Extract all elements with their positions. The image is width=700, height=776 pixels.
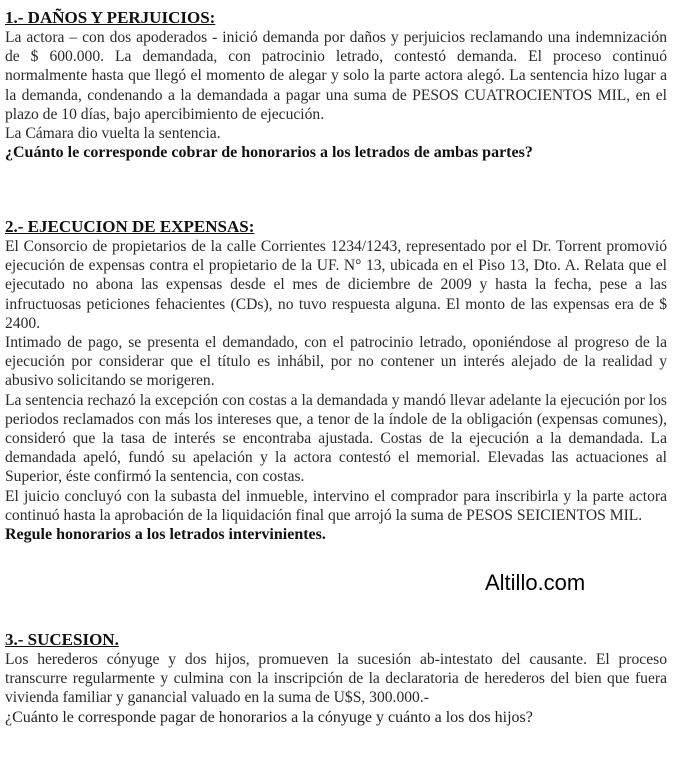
section-question: Regule honorarios a los letrados intervinientes. <box>5 526 326 544</box>
section-question: ¿Cuánto le corresponde cobrar de honorarios a los letrados de ambas partes? <box>5 144 533 162</box>
section-paragraph: Los herederos cónyuge y dos hijos, promueven la sucesión ab-intestato del causante. El proceso transcurre regularmente y culmina con la inscripción de la declaratoria de herederos del bien que fuera vivienda familiar y ganancial valuado en la suma de U$S, 300.000.- <box>5 651 667 707</box>
section-danos-y-perjuicios <box>5 8 667 163</box>
section-heading: 2.- EJECUCION DE EXPENSAS: <box>5 217 255 236</box>
section-ejecucion-de-expensas <box>5 217 667 545</box>
section-sucesion <box>5 630 667 728</box>
section-heading: 3.- SUCESION. <box>5 630 119 649</box>
section-heading: 1.- DAÑOS Y PERJUICIOS: <box>5 8 216 27</box>
section-paragraph: El juicio concluyó con la subasta del inmueble, intervino el comprador para inscribirla y la parte actora continuó hasta la aprobación de la liquidación final que arrojó la suma de PESOS SEICIENTOS MIL. <box>5 487 667 524</box>
watermark: Altillo.com <box>485 570 586 595</box>
section-paragraph: El Consorcio de propietarios de la calle Corrientes 1234/1243, representado por el Dr. Torrent promovió ejecución de expensas contra el propietario de la UF. N° 13, ubicada en el Piso 13, Dto. A. Relata que el ejecutado no abona las expensas desde el mes de diciembre de 2009 y hasta la fecha, pese a las infructuosas peticiones fehacientes (CDs), no tuvo respuesta alguna. El monto de las expensas era de $ 2400. <box>5 238 667 332</box>
section-paragraph: La Cámara dio vuelta la sentencia. <box>5 125 221 143</box>
section-paragraph: La actora – con dos apoderados - inició demanda por daños y perjuicios reclamando una indemnización de $ 600.000. La demandada, con patrocinio letrado, contestó demanda. El proceso continuó normalmente hasta que llegó el momento de alegar y solo la parte actora alegó. La sentencia hizo lugar a la demanda, condenando a la demandada a pagar una suma de PESOS CUATROCIENTOS MIL, en el plazo de 10 días, bajo apercibimiento de ejecución. <box>5 29 667 123</box>
section-paragraph: Intimado de pago, se presenta el demandado, con el patrocinio letrado, oponiéndose al progreso de la ejecución por considerar que el título es inhábil, por no contener un interés alejado de la realidad y abusivo solicitando se morigeren. <box>5 334 667 390</box>
section-question: ¿Cuánto le corresponde pagar de honorarios a la cónyuge y cuánto a los dos hijos? <box>5 708 533 726</box>
section-paragraph: La sentencia rechazó la excepción con costas a la demandada y mandó llevar adelante la ejecución por los periodos reclamados con más los intereses que, a tenor de la índole de la obligación (expensas comunes), consideró que la tasa de interés se encontraba ajustada. Costas de la ejecución a la demandada. La demandada apeló, fundó su apelación y la actora contestó el memorial. Elevadas las actuaciones al Superior, éste confirmó la sentencia, con costas. <box>5 391 667 486</box>
